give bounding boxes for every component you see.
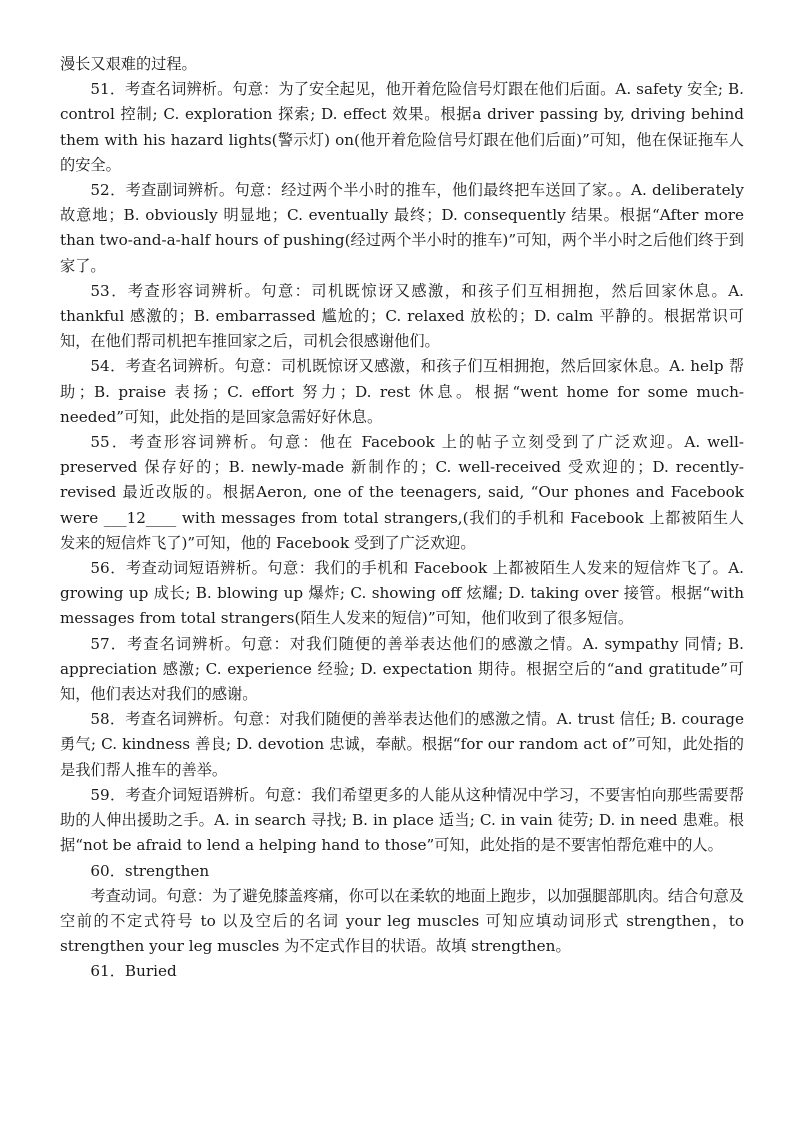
paragraph-answer-56: 56．考查动词短语辨析。句意：我们的手机和 Facebook 上都被陌生人发来的短信炸飞了。A. growing up 成长; B. blowing up 爆炸; C. showing off 炫耀; D. taking over 接管。根据“with messages from total strangers(陌生人发来的短信)”可知，他们收到了很多短信。 — [60, 559, 744, 628]
paragraph-answer-55: 55．考查形容词辨析。句意：他在 Facebook 上的帖子立刻受到了广泛欢迎。A. well-preserved 保存好的；B. newly-made 新制作的；C. well-received 受欢迎的；D. recently-revised 最近改版的。根据Aeron, one of the teenagers, said, “Our phones and Facebook were ___12____ with messages from total strangers,(我们的手机和 Facebook 上都被陌生人发来的短信炸飞了)”可知，他的 Facebook 受到了广泛欢迎。 — [60, 433, 744, 552]
document-page — [60, 52, 744, 985]
paragraph-answer-59: 59．考查介词短语辨析。句意：我们希望更多的人能从这种情况中学习，不要害怕向那些需要帮助的人伸出援助之手。A. in search 寻找; B. in place 适当; C. in vain 徒劳; D. in need 患难。根据“not be afraid to lend a helping hand to those”可知，此处指的是不要害怕帮危难中的人。 — [60, 785, 744, 855]
paragraph-answer-61-heading: 61．Buried — [90, 962, 177, 981]
paragraph-continuation: 漫长又艰难的过程。 — [60, 55, 197, 73]
paragraph-answer-54: 54．考查名词辨析。句意：司机既惊讶又感激，和孩子们互相拥抱，然后回家休息。A. help 帮助；B. praise 表扬；C. effort 努力；D. rest 休息。根据“went home for some much-needed”可知，此处指的是回家急需好好休息。 — [60, 357, 744, 426]
paragraph-answer-53: 53．考查形容词辨析。句意：司机既惊讶又感激，和孩子们互相拥抱，然后回家休息。A. thankful 感激的；B. embarrassed 尴尬的；C. relaxed 放松的；D. calm 平静的。根据常识可知，在他们帮司机把车推回家之后，司机会很感谢他们。 — [60, 281, 744, 351]
paragraph-answer-58: 58．考查名词辨析。句意：对我们随便的善举表达他们的感激之情。A. trust 信任; B. courage 勇气; C. kindness 善良; D. devotion 忠诚，奉献。根据“for our random act of”可知，此处指的是我们帮人推车的善举。 — [60, 710, 744, 779]
paragraph-answer-52: 52．考查副词辨析。句意：经过两个半小时的推车，他们最终把车送回了家。。A. deliberately 故意地；B. obviously 明显地；C. eventually 最终；D. consequently 结果。根据“After more than two-and-a-half hours of pushing(经过两个半小时的推车)”可知，两个半小时之后他们终于到家了。 — [60, 181, 744, 275]
paragraph-answer-51: 51．考查名词辨析。句意：为了安全起见，他开着危险信号灯跟在他们后面。A. safety 安全; B. control 控制; C. exploration 探索; D. effect 效果。根据a driver passing by, driving behind them with his hazard lights(警示灯) on(他开着危险信号灯跟在他们后面)”可知，他在保证拖车人的安全。 — [60, 80, 744, 174]
paragraph-answer-60-explanation: 考查动词。句意：为了避免膝盖疼痛，你可以在柔软的地面上跑步，以加强腿部肌肉。结合句意及空前的不定式符号 to 以及空后的名词 your leg muscles 可知应填动词形式 strengthen，to strengthen your leg muscles 为不定式作目的状语。故填 strengthen。 — [60, 886, 744, 956]
paragraph-answer-60-heading: 60．strengthen — [90, 861, 210, 880]
paragraph-answer-57: 57．考查名词辨析。句意：对我们随便的善举表达他们的感激之情。A. sympathy 同情; B. appreciation 感激; C. experience 经验; D. expectation 期待。根据空后的“and gratitude”可知，他们表达对我们的感谢。 — [60, 634, 744, 704]
